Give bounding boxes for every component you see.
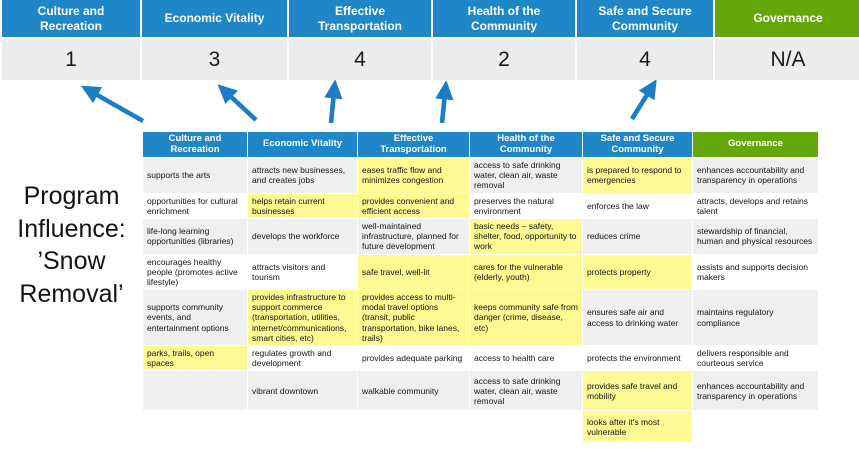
matrix-cell <box>358 411 470 443</box>
matrix-col-header: Culture and Recreation <box>143 132 248 158</box>
matrix-cell: provides infrastructure to support commerce (transportation, utilities, internet/communications, smart cities, etc) <box>248 290 358 346</box>
matrix-cell: opportunities for cultural enrichment <box>143 193 248 218</box>
arrow-icon-culture <box>92 92 143 121</box>
matrix-cell: basic needs – safety, shelter, food, opportunity to work <box>470 218 583 254</box>
matrix-row <box>143 158 819 194</box>
matrix-cell: access to health care <box>470 346 583 371</box>
score-arrows <box>0 80 859 130</box>
matrix-cell: attracts, develops and retains talent <box>693 193 819 218</box>
program-influence-label <box>0 180 143 310</box>
matrix-cell: looks after it's most vulnerable <box>583 411 693 443</box>
matrix-cell: delivers responsible and courteous service <box>693 346 819 371</box>
matrix-row <box>143 371 819 411</box>
arrow-icon-economic <box>227 93 256 120</box>
matrix-row <box>143 254 819 290</box>
matrix-cell: provides access to multi-modal travel options (transit, public transportation, bike lanes, trails) <box>358 290 470 346</box>
matrix-col-header: Economic Vitality <box>248 132 358 158</box>
matrix-cell: well-maintained infrastructure, planned for future development <box>358 218 470 254</box>
matrix-cell: enhances accountability and transparency in operations <box>693 158 819 194</box>
matrix-cell: assists and supports decision makers <box>693 254 819 290</box>
program-label-line: Removal’ <box>19 279 124 308</box>
matrix-row <box>143 290 819 346</box>
arrow-icon-transportation <box>331 92 334 123</box>
matrix-cell <box>143 371 248 411</box>
pillar-header-4: Health of the Community <box>433 0 575 37</box>
matrix-cell: enhances accountability and transparency in operations <box>693 371 819 411</box>
matrix-row <box>143 346 819 371</box>
matrix-cell: attracts new businesses, and creates jobs <box>248 158 358 194</box>
matrix-cell: reduces crime <box>583 218 693 254</box>
matrix-cell: supports the arts <box>143 158 248 194</box>
matrix-cell: vibrant downtown <box>248 371 358 411</box>
matrix-cell: develops the workforce <box>248 218 358 254</box>
arrow-icon-health <box>442 93 445 123</box>
matrix-row <box>143 411 819 443</box>
matrix-cell: ensures safe air and access to drinking water <box>583 290 693 346</box>
pillar-header-2: Economic Vitality <box>142 0 287 37</box>
pillar-scoreboard <box>2 0 859 80</box>
matrix-cell: maintains regulatory compliance <box>693 290 819 346</box>
matrix-cell: is prepared to respond to emergencies <box>583 158 693 194</box>
pillar-header-1: Culture and Recreation <box>2 0 140 37</box>
matrix-cell: walkable community <box>358 371 470 411</box>
arrow-icon-safe <box>632 90 650 119</box>
pillar-header-3: Effective Transportation <box>289 0 431 37</box>
pillar-header-5: Safe and Secure Community <box>577 0 713 37</box>
pillar-score-1: 1 <box>2 39 140 80</box>
matrix-cell: encourages healthy people (promotes active lifestyle) <box>143 254 248 290</box>
matrix-col-header: Safe and Secure Community <box>583 132 693 158</box>
matrix-body <box>143 158 819 443</box>
pillar-score-4: 2 <box>433 39 575 80</box>
matrix-cell: safe travel, well-lit <box>358 254 470 290</box>
matrix-cell: parks, trails, open spaces <box>143 346 248 371</box>
matrix-cell: provides convenient and efficient access <box>358 193 470 218</box>
matrix-col-header: Governance <box>693 132 819 158</box>
influence-matrix <box>142 131 819 443</box>
pillar-score-2: 3 <box>142 39 287 80</box>
matrix-cell <box>470 411 583 443</box>
matrix-cell: provides adequate parking <box>358 346 470 371</box>
matrix-col-header: Effective Transportation <box>358 132 470 158</box>
matrix-row <box>143 193 819 218</box>
matrix-cell <box>693 411 819 443</box>
matrix-cell: supports community events, and entertainment options <box>143 290 248 346</box>
matrix-cell: cares for the vulnerable (elderly, youth) <box>470 254 583 290</box>
pillar-score-3: 4 <box>289 39 431 80</box>
matrix-cell: protects property <box>583 254 693 290</box>
matrix-cell: regulates growth and development <box>248 346 358 371</box>
matrix-cell: attracts visitors and tourism <box>248 254 358 290</box>
matrix-cell: enforces the law <box>583 193 693 218</box>
matrix-cell <box>248 411 358 443</box>
matrix-cell: keeps community safe from danger (crime, disease, etc) <box>470 290 583 346</box>
matrix-cell: protects the environment <box>583 346 693 371</box>
pillar-header-6: Governance <box>715 0 859 37</box>
matrix-cell: helps retain current businesses <box>248 193 358 218</box>
pillar-score-6: N/A <box>715 39 859 80</box>
matrix-cell: provides safe travel and mobility <box>583 371 693 411</box>
program-label-line: Influence: <box>17 214 126 243</box>
matrix-cell: stewardship of financial, human and physical resources <box>693 218 819 254</box>
matrix-cell: access to safe drinking water, clean air, waste removal <box>470 158 583 194</box>
matrix-cell: preserves the natural environment <box>470 193 583 218</box>
matrix-col-header: Health of the Community <box>470 132 583 158</box>
matrix-header-row <box>143 132 819 158</box>
matrix-cell <box>143 411 248 443</box>
matrix-cell: access to safe drinking water, clean air, waste removal <box>470 371 583 411</box>
program-label-line: ’Snow <box>37 247 106 275</box>
matrix-row <box>143 218 819 254</box>
matrix-cell: eases traffic flow and minimizes congestion <box>358 158 470 194</box>
program-label-line: Program <box>23 182 120 210</box>
pillar-score-5: 4 <box>577 39 713 80</box>
matrix-cell: life-long learning opportunities (libraries) <box>143 218 248 254</box>
